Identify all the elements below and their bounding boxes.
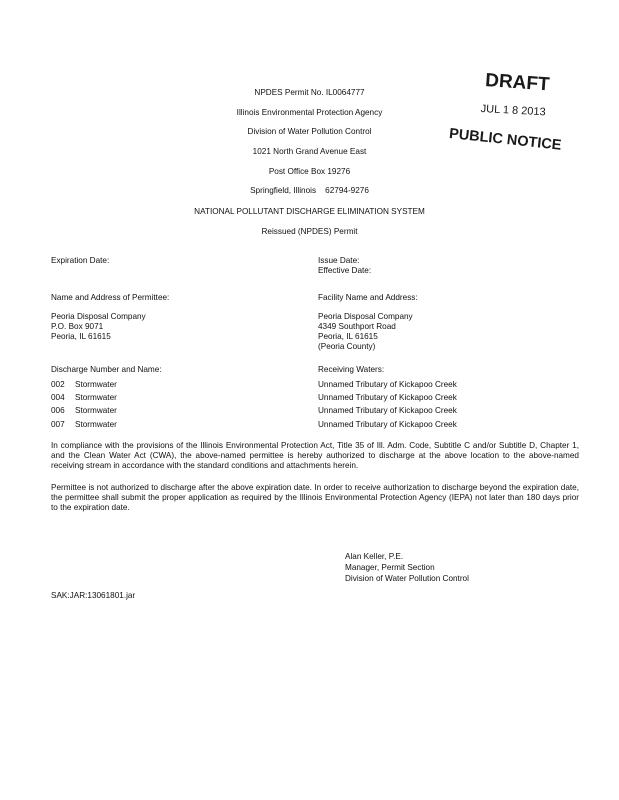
agency-name: Illinois Environmental Protection Agency [236, 108, 383, 117]
signatory-division: Division of Water Pollution Control [345, 574, 469, 583]
discharge-name: Stormwater [75, 406, 117, 415]
issue-date-label: Issue Date: [318, 256, 360, 265]
discharge-name: Stormwater [75, 420, 117, 429]
draft-stamp: DRAFT [484, 70, 551, 96]
receiving-waters-label: Receiving Waters: [318, 365, 385, 374]
signatory-title: Manager, Permit Section [345, 563, 435, 572]
receiving-water: Unnamed Tributary of Kickapoo Creek [318, 420, 457, 429]
compliance-paragraph: In compliance with the provisions of the Illinois Environmental Protection Act, Title 35 of Ill. Adm. Code, Subtitle C and/or Subtitle D, Chapter 1, and the Clean Water Act (CWA), the above-named permittee is hereby authorized to discharge at the above location to the above-named receiving stream in accordance with the standard conditions and attachments herein. [51, 441, 579, 470]
discharge-number: 004 [51, 393, 65, 402]
discharge-row [51, 420, 117, 430]
discharge-number: 007 [51, 420, 65, 429]
facility-line: 4349 Southport Road [318, 322, 396, 331]
permittee-label: Name and Address of Permittee: [51, 293, 170, 302]
public-notice-stamp: PUBLIC NOTICE [448, 126, 563, 154]
permittee-line: Peoria, IL 61615 [51, 332, 111, 341]
effective-date-label: Effective Date: [318, 266, 372, 275]
receiving-water: Unnamed Tributary of Kickapoo Creek [318, 393, 457, 402]
discharge-row [51, 380, 117, 390]
city-state-zip: Springfield, Illinois 62794-9276 [250, 186, 369, 195]
facility-line: (Peoria County) [318, 342, 376, 351]
discharge-name: Stormwater [75, 393, 117, 402]
permit-type: Reissued (NPDES) Permit [261, 227, 358, 236]
permittee-line: P.O. Box 9071 [51, 322, 104, 331]
discharge-row [51, 406, 117, 416]
renewal-paragraph: Permittee is not authorized to discharge after the above expiration date. In order to receive authorization to discharge beyond the expiration date, the permittee shall submit the proper application as required by the Illinois Environmental Protection Agency (IEPA) not later than 180 days prior to the expiration date. [51, 483, 579, 512]
expiration-date-label: Expiration Date: [51, 256, 110, 265]
discharge-label: Discharge Number and Name: [51, 365, 162, 374]
discharge-number: 002 [51, 380, 65, 389]
po-box: Post Office Box 19276 [268, 167, 351, 176]
file-reference: SAK:JAR:13061801.jar [51, 591, 136, 600]
signatory-name: Alan Keller, P.E. [345, 552, 404, 561]
division-name: Division of Water Pollution Control [247, 127, 372, 136]
facility-label: Facility Name and Address: [318, 293, 418, 302]
permittee-line: Peoria Disposal Company [51, 312, 146, 321]
permit-number: NPDES Permit No. IL0064777 [254, 88, 365, 97]
facility-line: Peoria, IL 61615 [318, 332, 378, 341]
discharge-number: 006 [51, 406, 65, 415]
receiving-water: Unnamed Tributary of Kickapoo Creek [318, 380, 457, 389]
discharge-row [51, 393, 117, 403]
date-stamp: JUL 1 8 2013 [480, 103, 546, 119]
discharge-name: Stormwater [75, 380, 117, 389]
street-address: 1021 North Grand Avenue East [252, 147, 367, 156]
system-title: NATIONAL POLLUTANT DISCHARGE ELIMINATION SYSTEM [194, 207, 425, 216]
facility-line: Peoria Disposal Company [318, 312, 413, 321]
receiving-water: Unnamed Tributary of Kickapoo Creek [318, 406, 457, 415]
